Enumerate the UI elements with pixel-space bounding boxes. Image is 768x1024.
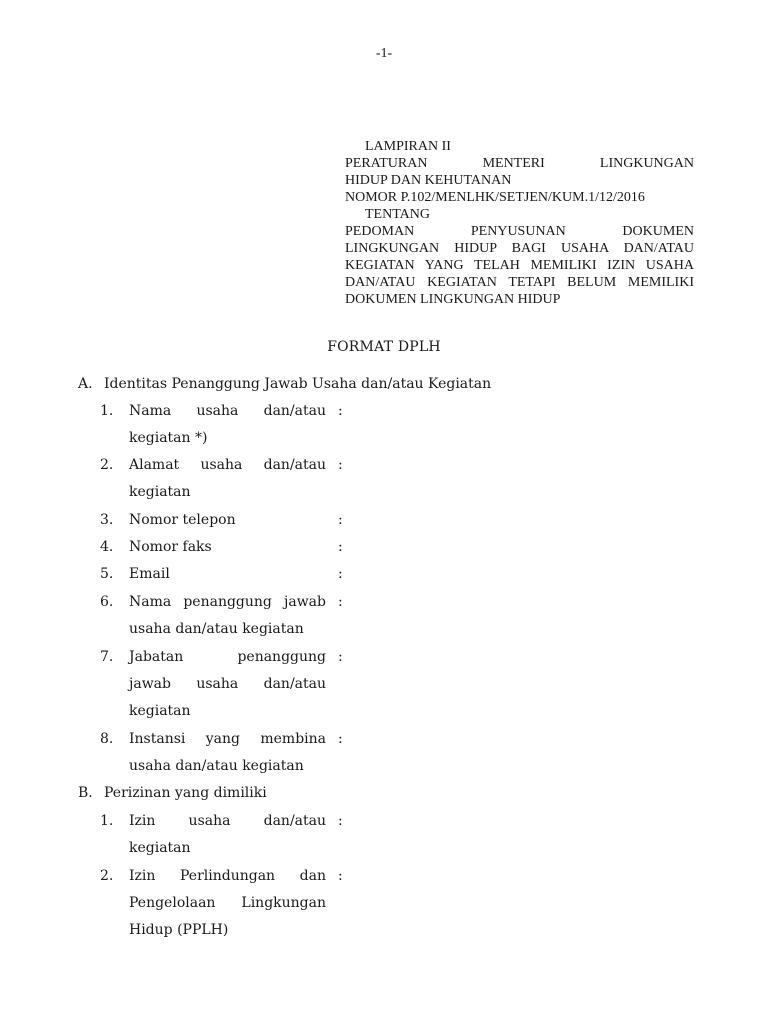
item-label: kegiatan: [129, 703, 191, 719]
item-label: Izin Perlindungan dan: [129, 868, 326, 884]
item-colon: :: [338, 566, 343, 582]
item-colon: :: [338, 403, 343, 419]
page-number: -1-: [375, 46, 393, 61]
item-label: Nomor telepon: [129, 512, 236, 528]
item-label: Alamat usaha dan/atau: [129, 457, 326, 473]
item-colon: :: [338, 868, 343, 884]
item-number: 5.: [100, 566, 114, 582]
attachment-header: [345, 138, 694, 308]
header-line-lampiran: LAMPIRAN II: [365, 139, 451, 154]
header-line-pedoman: PEDOMAN PENYUSUNAN DOKUMEN: [345, 224, 694, 239]
header-line-lingkungan: LINGKUNGAN HIDUP BAGI USAHA DAN/ATAU: [345, 241, 694, 256]
header-line-kegiatan: KEGIATAN YANG TELAH MEMILIKI IZIN USAHA: [345, 258, 694, 273]
item-label: usaha dan/atau kegiatan: [129, 758, 304, 774]
item-label: Email: [129, 566, 170, 582]
item-colon: :: [338, 512, 343, 528]
item-colon: :: [338, 731, 343, 747]
item-number: 3.: [100, 512, 114, 528]
item-label: Pengelolaan Lingkungan: [129, 895, 326, 911]
header-line-nomor: NOMOR P.102/MENLHK/SETJEN/KUM.1/12/2016: [345, 190, 645, 205]
item-label: kegiatan: [129, 484, 191, 500]
item-label: Instansi yang membina: [129, 731, 326, 747]
item-label: Jabatan penanggung: [129, 649, 326, 665]
item-number: 1.: [100, 403, 114, 419]
section-b-title: Perizinan yang dimiliki: [104, 785, 267, 801]
item-number: 8.: [100, 731, 114, 747]
item-colon: :: [338, 539, 343, 555]
item-colon: :: [338, 649, 343, 665]
item-label: jawab usaha dan/atau: [129, 676, 326, 692]
item-label: Izin usaha dan/atau: [129, 813, 326, 829]
section-b-heading: [78, 785, 267, 801]
section-a-heading: [78, 376, 491, 392]
item-colon: :: [338, 813, 343, 829]
item-label: Nama usaha dan/atau: [129, 403, 326, 419]
header-line-tentang: TENTANG: [365, 207, 430, 222]
item-number: 6.: [100, 594, 114, 610]
item-label: kegiatan: [129, 840, 191, 856]
format-title: FORMAT DPLH: [327, 339, 441, 355]
item-number: 7.: [100, 649, 114, 665]
header-line-hidup: HIDUP DAN KEHUTANAN: [345, 173, 512, 188]
section-a-letter: A.: [78, 376, 93, 392]
item-label: Nomor faks: [129, 539, 212, 555]
section-b-letter: B.: [78, 785, 93, 801]
item-colon: :: [338, 594, 343, 610]
header-line-dan-atau: DAN/ATAU KEGIATAN TETAPI BELUM MEMILIKI: [345, 275, 694, 290]
item-label: kegiatan *): [129, 430, 208, 446]
header-line-dokumen: DOKUMEN LINGKUNGAN HIDUP: [345, 292, 561, 307]
item-number: 2.: [100, 868, 114, 884]
header-line-peraturan: PERATURAN MENTERI LINGKUNGAN: [345, 156, 694, 171]
item-number: 1.: [100, 813, 114, 829]
item-label: usaha dan/atau kegiatan: [129, 621, 304, 637]
section-a-title: Identitas Penanggung Jawab Usaha dan/atau Kegiatan: [104, 376, 492, 392]
item-number: 4.: [100, 539, 114, 555]
item-label: Nama penanggung jawab: [129, 594, 326, 610]
item-colon: :: [338, 457, 343, 473]
item-label: Hidup (PPLH): [129, 922, 229, 938]
item-number: 2.: [100, 457, 114, 473]
